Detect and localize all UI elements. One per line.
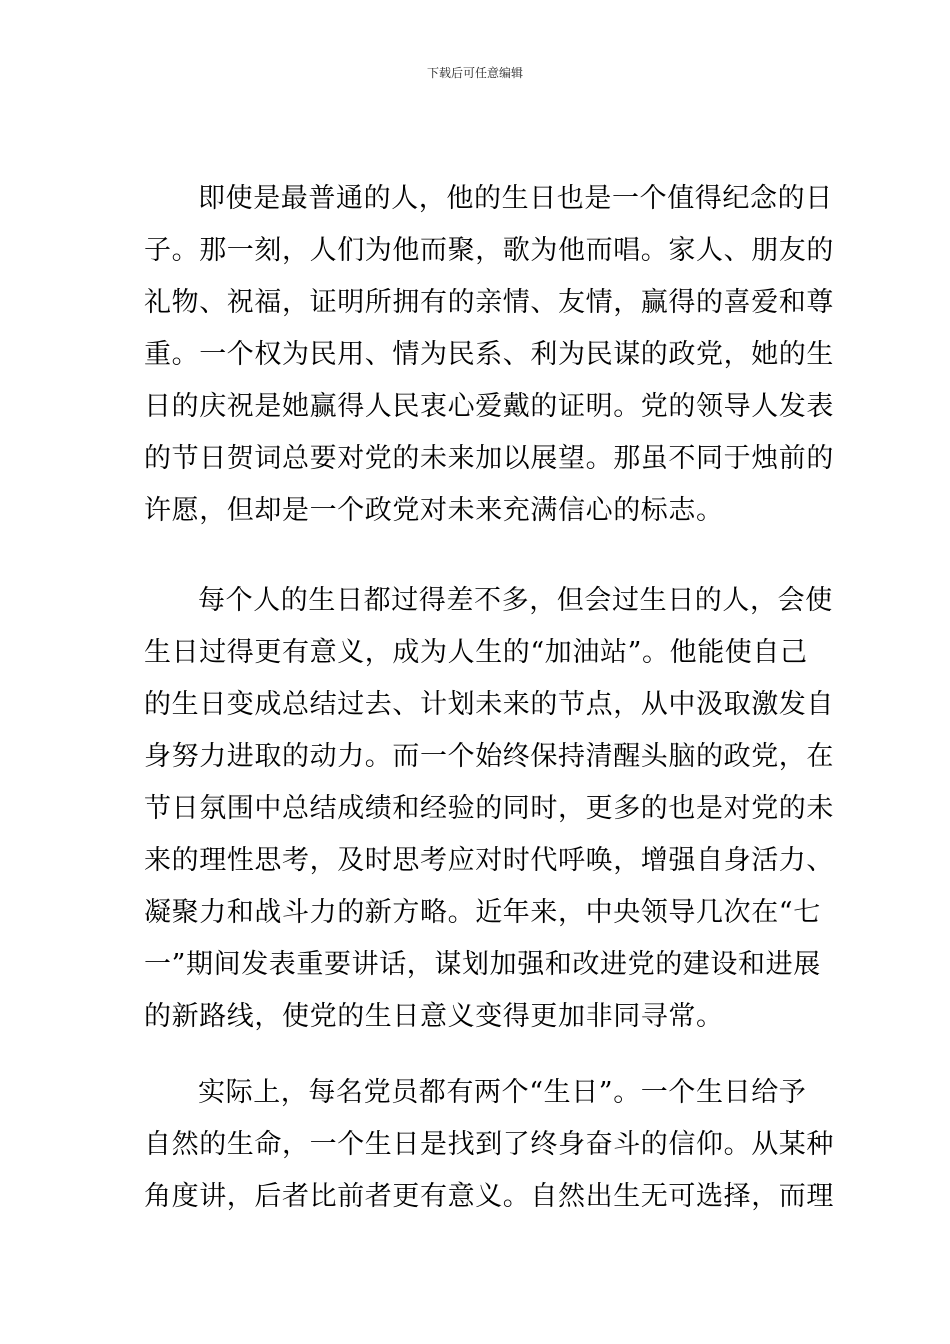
paragraph-2 [144,575,834,1043]
page-header: 下载后可任意编辑 [426,66,523,80]
paragraph-3 [144,1067,834,1223]
text-line: 自然的生命，一个生日是找到了终身奋斗的信仰。从某种 [144,1129,834,1160]
text-line: 来的理性思考，及时思考应对时代呼唤，增强自身活力、 [144,845,834,876]
text-line: 许愿，但却是一个政党对未来充满信心的标志。 [144,495,724,526]
text-line: 生日过得更有意义，成为人生的“加油站”。他能使自己 [144,637,808,668]
text-line: 身努力进取的动力。而一个始终保持清醒头脑的政党，在 [144,741,834,772]
paragraph-1 [144,173,834,537]
text-line: 子。那一刻，人们为他而聚，歌为他而唱。家人、朋友的 [144,235,834,266]
text-line: 礼物、祝福，证明所拥有的亲情、友情，赢得的喜爱和尊 [144,287,834,318]
text-line: 即使是最普通的人，他的生日也是一个值得纪念的日 [198,183,833,214]
text-line: 的节日贺词总要对党的未来加以展望。那虽不同于烛前的 [144,443,834,474]
text-line: 重。一个权为民用、情为民系、利为民谋的政党，她的生 [144,339,834,370]
text-line: 一”期间发表重要讲话，谋划加强和改进党的建设和进展 [144,949,821,980]
text-line: 角度讲，后者比前者更有意义。自然出生无可选择，而理 [144,1181,834,1212]
text-line: 节日氛围中总结成绩和经验的同时，更多的也是对党的未 [144,793,834,824]
text-line: 凝聚力和战斗力的新方略。近年来，中央领导几次在“七 [144,897,821,928]
text-line: 每个人的生日都过得差不多，但会过生日的人，会使 [198,585,833,616]
text-line: 日的庆祝是她赢得人民衷心爱戴的证明。党的领导人发表 [144,391,834,422]
text-line: 实际上，每名党员都有两个“生日”。一个生日给予 [198,1077,807,1108]
text-line: 的生日变成总结过去、计划未来的节点，从中汲取激发自 [144,689,834,720]
text-line: 的新路线，使党的生日意义变得更加非同寻常。 [144,1001,724,1032]
